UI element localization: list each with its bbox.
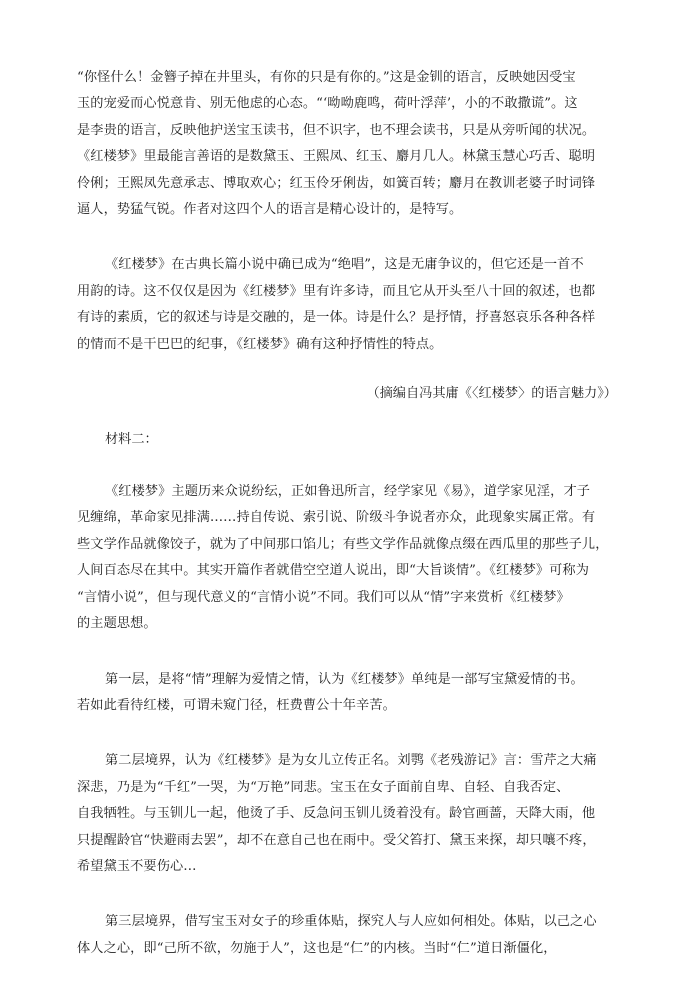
text-line: “你怪什么！金簪子掉在井里头，有你的只是有你的。”这是金钏的语言，反映她因受宝 <box>77 70 576 85</box>
text-line: 体人之心，即“己所不欲，勿施于人”，这也是“仁”的内核。当时“仁”道日渐僵化， <box>77 940 557 956</box>
paragraph-second-level <box>77 748 617 880</box>
text-line: 深悲，乃是为“千红”一哭，为“万艳”同悲。宝玉在女子面前自卑、自轻、自我否定、 <box>77 779 570 795</box>
text-line: 逼人，势猛气锐。作者对这四个人的语言是精心设计的，是特写。 <box>77 202 463 218</box>
text-line: 用韵的诗。这不仅仅是因为《红楼梦》里有许多诗，而且它从开头至八十回的叙述，也都 <box>77 283 596 299</box>
paragraph-character-language <box>77 65 617 223</box>
text-line: 伶俐；王熙凤先意承志、博取欢心；红玉伶牙俐齿，如簧百转；麝月在教训老婆子时词锋 <box>77 175 596 191</box>
text-line: 《红楼梦》里最能言善语的是数黛玉、王熙凤、红玉、麝月几人。林黛玉慧心巧舌、聪明 <box>77 149 596 165</box>
paragraph-third-level <box>77 909 617 962</box>
text-line: 有诗的素质，它的叙述与诗是交融的，是一体。诗是什么？是抒情，抒喜怒哀乐各种各样 <box>77 310 596 326</box>
text-line: 玉的宠爱而心悦意肯、别无他虑的心态。“‘呦呦鹿鸣，荷叶浮萍’，小的不敢撒谎”。这 <box>77 96 578 112</box>
text-line: 的情而不是干巴巴的纪事，《红楼梦》确有这种抒情性的特点。 <box>77 336 443 352</box>
paragraph-lyrical-poem <box>77 252 617 358</box>
text-line: 见缠绵，革命家见排满……持自传说、索引说、阶级斗争说者亦众，此现象实属正常。有 <box>77 510 596 526</box>
text-line: 自我牺牲。与玉钏儿一起，他烫了手、反急问玉钏儿烫着没有。龄官画蔷，天降大雨，他 <box>77 806 596 822</box>
text-line: “言情小说”，但与现代意义的“言情小说”不同。我们可以从“情”字来赏析《红楼梦》 <box>77 589 570 605</box>
text-line: 希望黛玉不要伤心… <box>77 858 197 874</box>
text-line: 《红楼梦》在古典长篇小说中确已成为“绝唱”，这是无庸争议的，但它还是一首不 <box>105 257 584 273</box>
text-line: 第二层境界，认为《红楼梦》是为女儿立传正名。刘鹗《老残游记》言：雪芹之大痛 <box>105 753 597 769</box>
text-line: 只提醒龄官“快避雨去罢”，却不在意自己也在雨中。受父笞打、黛玉来探，却只嚷不疼， <box>77 832 596 848</box>
text-line: 第一层，是将“情”理解为爱情之情，认为《红楼梦》单纯是一部写宝黛爱情的书。 <box>105 671 584 687</box>
text-line: 的主题思想。 <box>77 616 157 632</box>
paragraph-first-level <box>77 667 617 720</box>
document-body <box>77 65 617 991</box>
paragraph-theme-debate <box>77 479 617 637</box>
text-line: 第三层境界，借写宝玉对女子的珍重体贴，探究人与人应如何相处。体贴，以己之心 <box>105 914 597 930</box>
text-line: 是李贵的语言，反映他护送宝玉读书，但不识字，也不理会读书，只是从旁听闻的状况。 <box>77 122 596 138</box>
source-citation: （摘编自冯其庸《〈红楼梦〉的语言魅力》） <box>366 386 617 402</box>
material-two-heading: 材料二： <box>105 432 158 448</box>
text-line: 人间百态尽在其中。其实开篇作者就借空空道人说出，即“大旨谈情”。《红楼梦》可称为 <box>77 563 590 579</box>
text-line: 若如此看待红楼，可谓未窥门径，枉费曹公十年辛苦。 <box>77 697 396 713</box>
text-line: 些文学作品就像饺子，就为了中间那口馅儿；有些文学作品就像点缀在西瓜里的那些子儿， <box>77 536 609 552</box>
text-line: 《红楼梦》主题历来众说纷纭，正如鲁迅所言，经学家见《易》，道学家见淫，才子 <box>105 484 591 500</box>
